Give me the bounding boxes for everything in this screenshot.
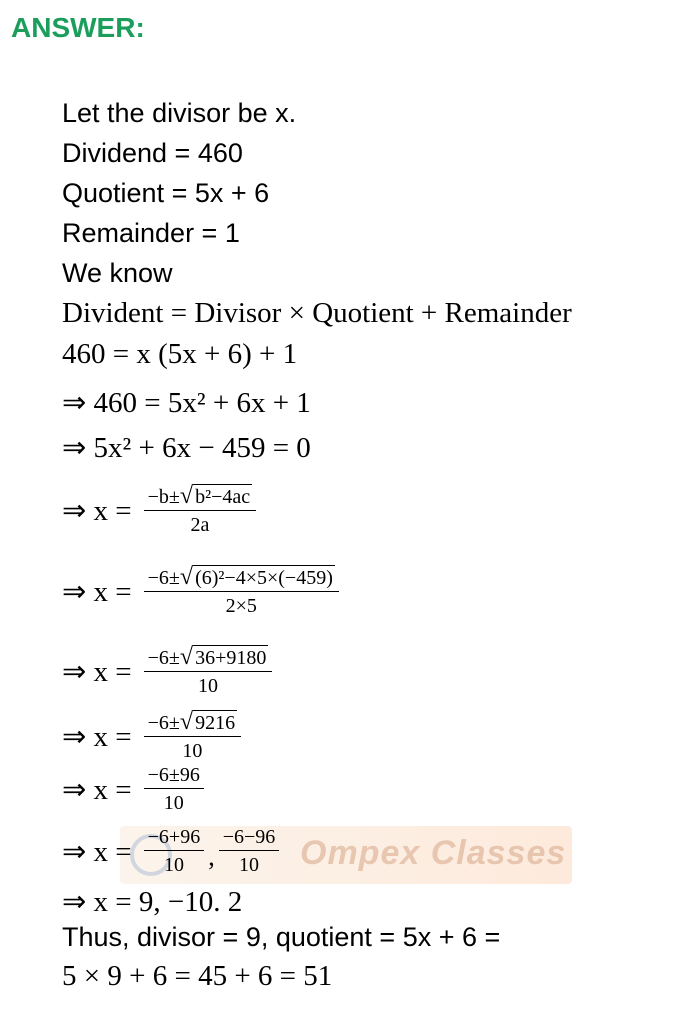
sub-sqrt	[180, 565, 335, 589]
formula-lhs: ⇒ x =	[62, 494, 132, 527]
sub-fraction	[144, 565, 339, 617]
simp1-radicand: 36+9180	[195, 647, 267, 669]
relation-line: Divident = Divisor × Quotient + Remainder	[62, 297, 572, 329]
simp2-sqrt	[180, 710, 237, 734]
simp2-lhs: ⇒ x =	[62, 720, 132, 753]
simp2-radicand: 9216	[195, 712, 236, 734]
simp3-numerator: −6±96	[144, 764, 204, 789]
simp1-numerator	[144, 645, 273, 672]
sqrt-icon: √	[179, 644, 194, 670]
root1-denominator: 10	[163, 854, 184, 876]
given-divisor: Let the divisor be x.	[62, 98, 297, 128]
watermark-text: Ompex Classes	[300, 834, 567, 872]
simp1-lhs: ⇒ x =	[62, 655, 132, 688]
roots-fraction-row	[62, 826, 279, 876]
roots-fraction-lhs: ⇒ x =	[62, 835, 132, 868]
conclusion-line-2: 5 × 9 + 6 = 45 + 6 = 51	[62, 960, 333, 992]
root1-fraction	[144, 826, 205, 876]
roots-line: ⇒ x = 9, −10. 2	[62, 886, 243, 918]
sub-numerator	[144, 565, 339, 592]
simp2-num-pre: −6±	[147, 712, 180, 734]
sqrt-icon: √	[179, 709, 194, 735]
simp1-fraction	[144, 645, 273, 697]
simp1-row	[62, 645, 272, 697]
given-quotient: Quotient = 5x + 6	[62, 178, 270, 208]
formula-fraction	[144, 484, 256, 536]
simp2-fraction	[144, 710, 241, 762]
we-know: We know	[62, 258, 173, 288]
given-dividend: Dividend = 460	[62, 138, 243, 168]
simp3-denominator: 10	[163, 792, 184, 814]
sqrt-icon: √	[179, 483, 194, 509]
root2-numerator: −6−96	[219, 826, 280, 851]
conclusion-line-1: Thus, divisor = 9, quotient = 5x + 6 =	[62, 922, 501, 952]
roots-comma: ,	[208, 842, 215, 871]
simp2-denominator: 10	[182, 740, 203, 762]
sub-lhs: ⇒ x =	[62, 575, 132, 608]
formula-num-pre: −b±	[147, 486, 180, 508]
answer-heading: ANSWER:	[11, 12, 145, 43]
simp3-fraction	[144, 764, 204, 814]
root2-denominator: 10	[239, 854, 259, 876]
formula-numerator	[144, 484, 256, 511]
sqrt-icon: √	[179, 564, 194, 590]
sub-denominator: 2×5	[225, 595, 257, 617]
simp1-denominator: 10	[198, 675, 219, 697]
quadratic-line: ⇒ 5x² + 6x − 459 = 0	[62, 432, 311, 464]
formula-sqrt	[180, 484, 252, 508]
simp1-num-pre: −6±	[147, 647, 180, 669]
sub-radicand: (6)²−4×5×(−459)	[195, 567, 333, 589]
root2-fraction	[219, 826, 280, 876]
formula-denominator: 2a	[190, 514, 210, 536]
simp3-lhs: ⇒ x =	[62, 773, 132, 806]
simp3-row	[62, 764, 204, 814]
expand-line: ⇒ 460 = 5x² + 6x + 1	[62, 387, 311, 419]
simp1-sqrt	[180, 645, 268, 669]
given-remainder: Remainder = 1	[62, 218, 240, 248]
substitution-line: 460 = x (5x + 6) + 1	[62, 338, 298, 370]
sub-num-pre: −6±	[147, 567, 180, 589]
simp2-row	[62, 710, 241, 762]
formula-radicand: b²−4ac	[195, 486, 251, 508]
formula-row	[62, 484, 256, 536]
simp2-numerator	[144, 710, 241, 737]
root1-numerator: −6+96	[144, 826, 205, 851]
sub-row	[62, 565, 339, 617]
